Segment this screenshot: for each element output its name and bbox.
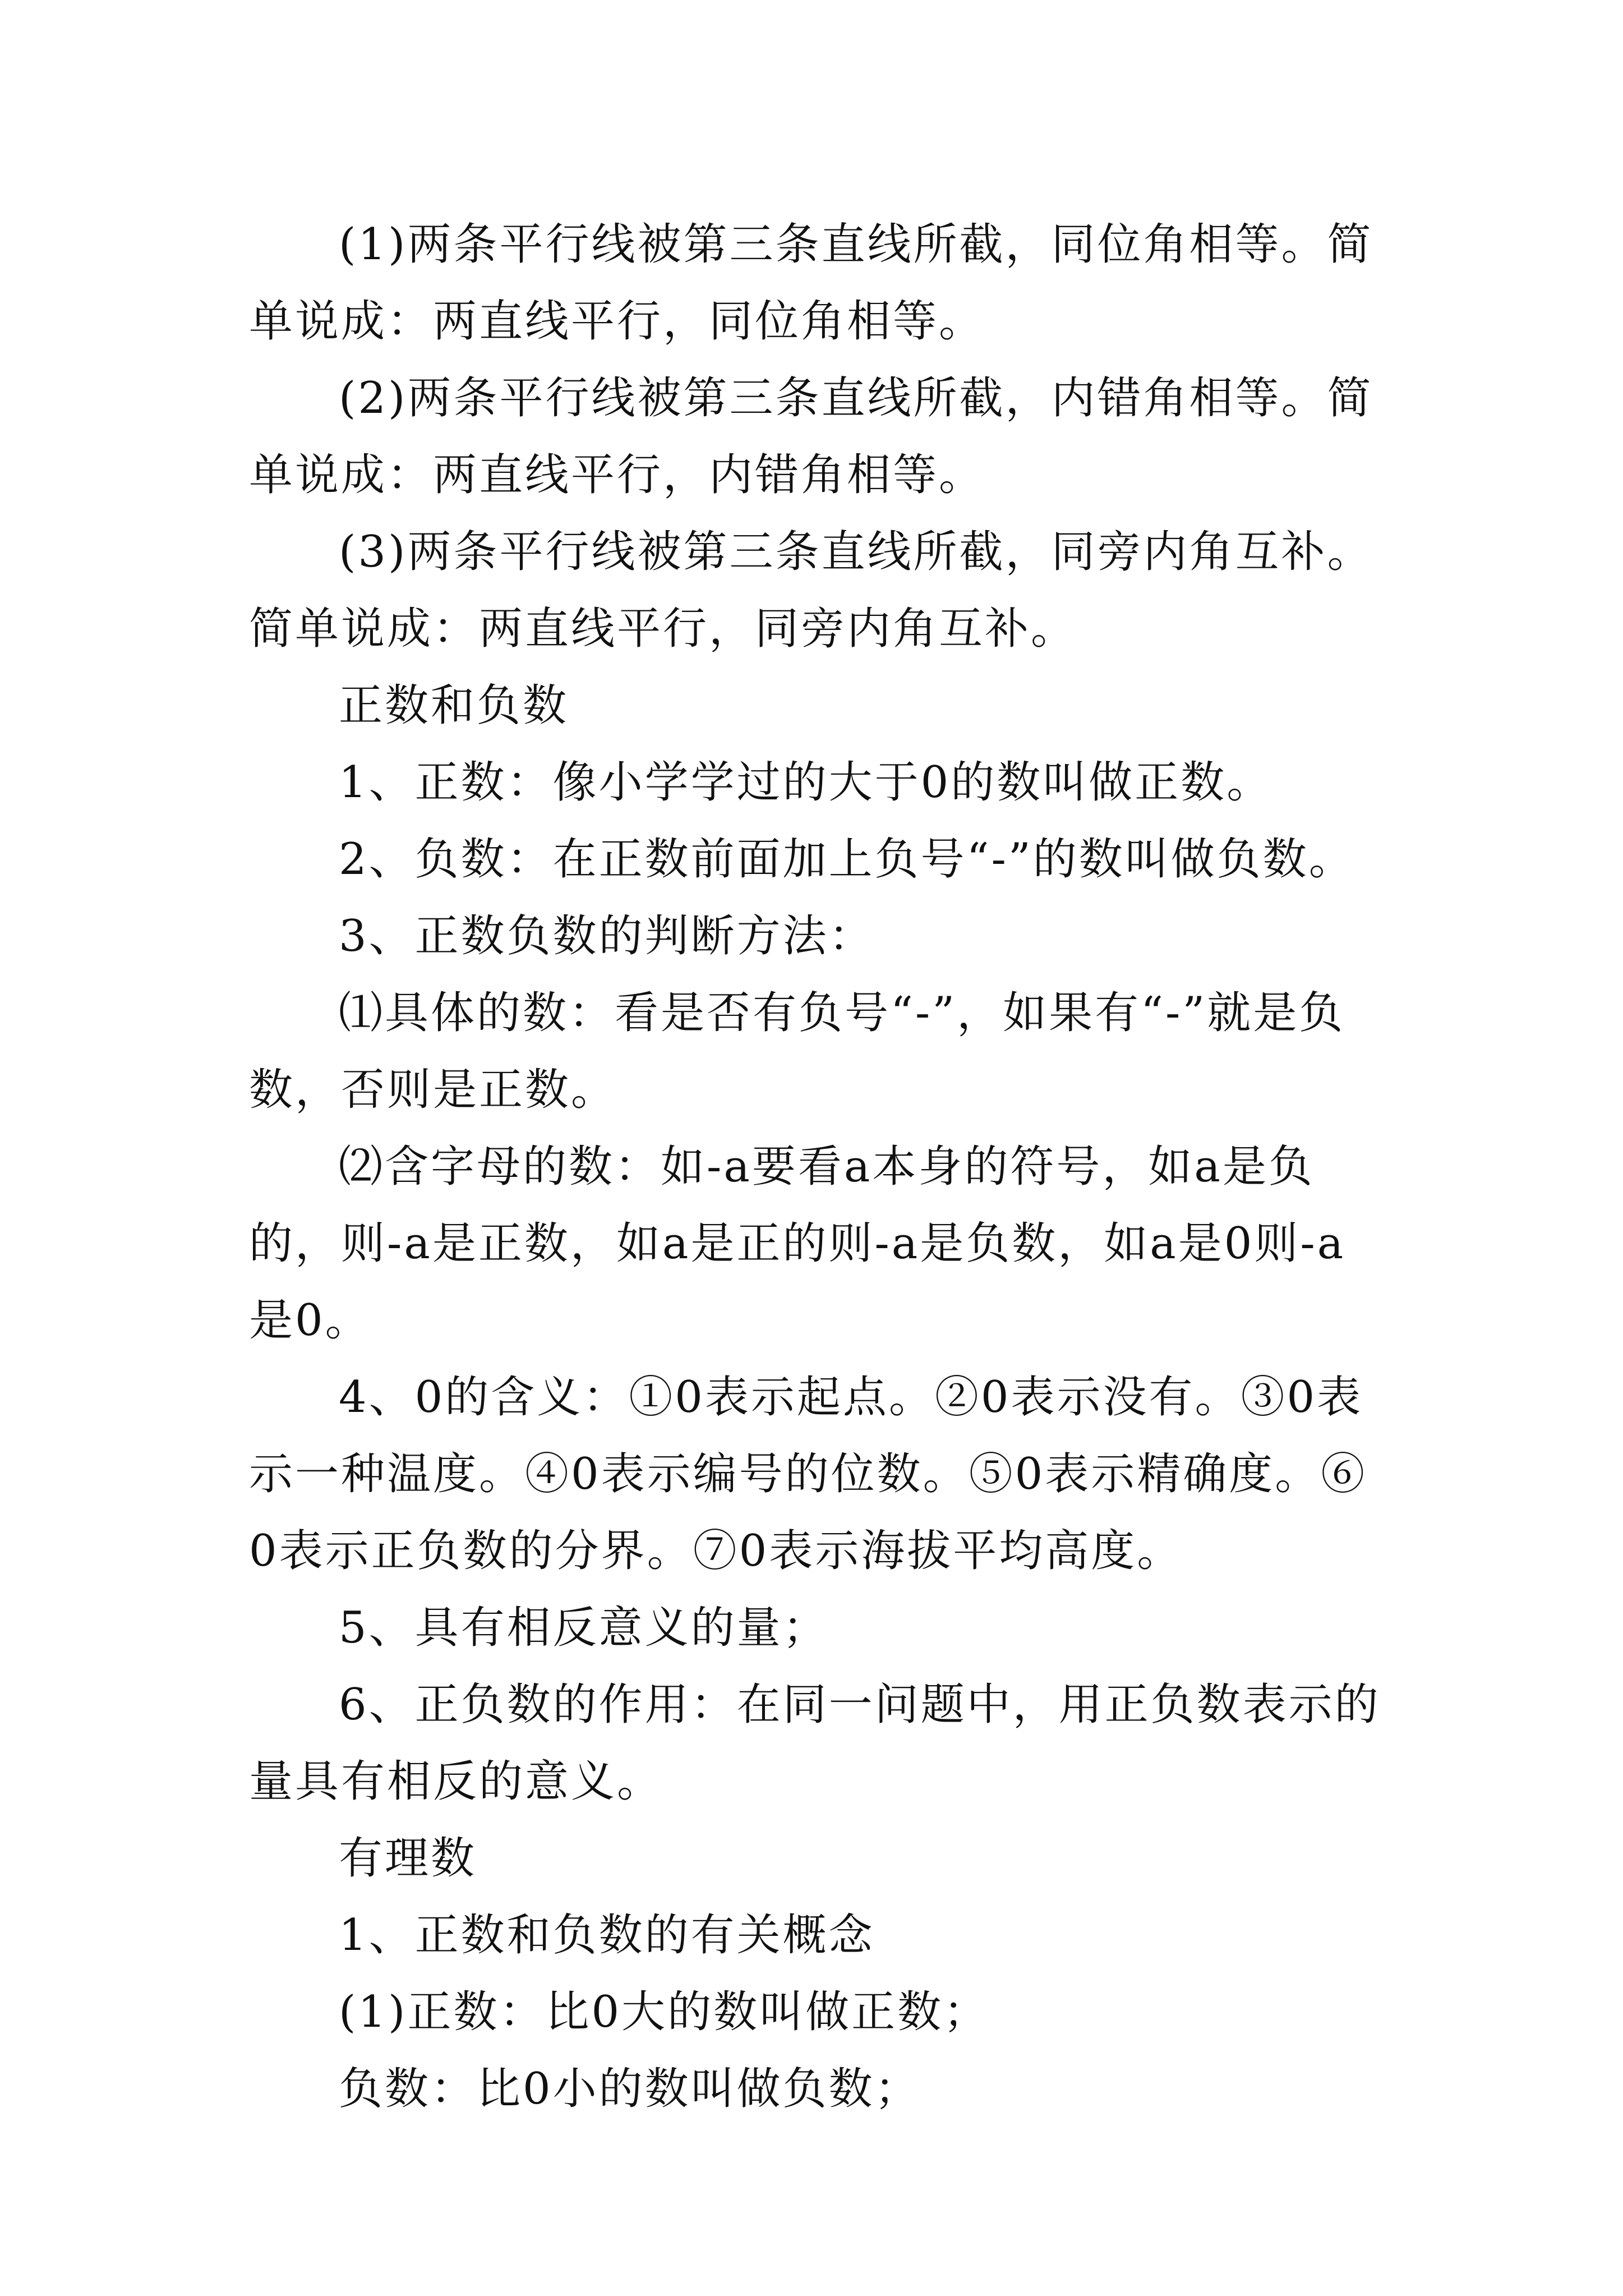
paragraph-concrete-number: ⑴具体的数：看是否有负号“-”，如果有“-”就是负数，否则是正数。 bbox=[249, 988, 1345, 1115]
document-body bbox=[249, 206, 1385, 2128]
paragraph-positive-definition: (1)正数：比0大的数叫做正数； bbox=[339, 1987, 990, 2037]
paragraph-zero-meaning: 4、0的含义：①0表示起点。②0表示没有。③0表示一种温度。④0表示编号的位数。⑤0表示精确度。⑥0表示正负数的分界。⑦0表示海拔平均高度。 bbox=[249, 1372, 1367, 1576]
paragraph-negative-number: 2、负数：在正数前面加上负号“-”的数叫做负数。 bbox=[339, 834, 1355, 885]
paragraph-letter-number: ⑵含字母的数：如-a要看a本身的符号，如a是负的，则-a是正数，如a是正的则-a是负数，如a是0则-a是0。 bbox=[249, 1142, 1346, 1346]
paragraph-positive-negative-role: 6、正负数的作用：在同一问题中，用正负数表示的量具有相反的意义。 bbox=[249, 1680, 1381, 1807]
paragraph-positive-number: 1、正数：像小学学过的大于0的数叫做正数。 bbox=[339, 757, 1273, 808]
paragraph-alternate-interior-angles: (2)两条平行线被第三条直线所截，内错角相等。简单说成：两直线平行，内错角相等。 bbox=[249, 373, 1373, 500]
paragraph-negative-definition: 负数：比0小的数叫做负数； bbox=[339, 2064, 921, 2114]
section-heading-rational-numbers: 有理数 bbox=[339, 1833, 477, 1884]
section-heading-positive-negative: 正数和负数 bbox=[339, 680, 569, 731]
paragraph-related-concepts: 1、正数和负数的有关概念 bbox=[339, 1910, 875, 1961]
paragraph-opposite-quantities: 5、具有相反意义的量； bbox=[339, 1603, 829, 1653]
paragraph-corresponding-angles: (1)两条平行线被第三条直线所截，同位角相等。简单说成：两直线平行，同位角相等。 bbox=[249, 219, 1373, 347]
paragraph-judgment-method: 3、正数负数的判断方法： bbox=[339, 911, 875, 961]
paragraph-same-side-interior-angles: (3)两条平行线被第三条直线所截，同旁内角互补。简单说成：两直线平行，同旁内角互补。 bbox=[249, 527, 1373, 654]
